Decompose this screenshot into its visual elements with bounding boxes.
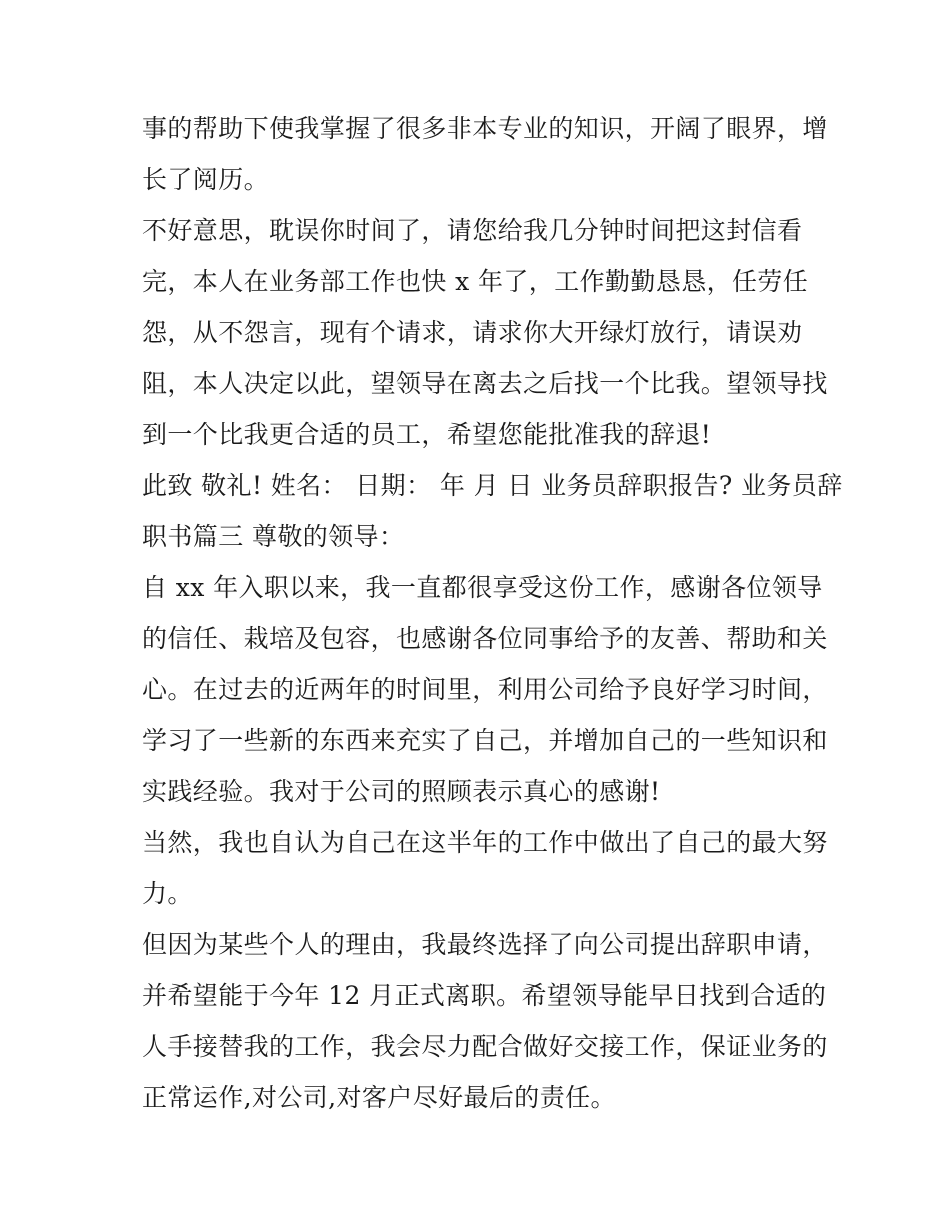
text-line: 心。在过去的近两年的时间里，利用公司给予良好学习时间， xyxy=(142,675,828,704)
text-line: 学习了一些新的东西来充实了自己，并增加自己的一些知识和 xyxy=(142,726,828,755)
text-line: 但因为某些个人的理由，我最终选择了向公司提出辞职申请， xyxy=(142,930,828,959)
text-line: 实践经验。我对于公司的照顾表示真心的感谢! xyxy=(142,777,661,806)
text-line: 力。 xyxy=(142,879,193,908)
text-line: 自 xx 年入职以来，我一直都很享受这份工作，感谢各位领导 xyxy=(142,573,823,602)
text-line: 人手接替我的工作，我会尽力配合做好交接工作，保证业务的 xyxy=(142,1032,828,1061)
text-line: 到一个比我更合适的员工，希望您能批准我的辞退! xyxy=(142,420,712,449)
text-line: 完，本人在业务部工作也快 x 年了，工作勤勤恳恳，任劳任 xyxy=(142,267,809,296)
text-line: 不好意思，耽误你时间了，请您给我几分钟时间把这封信看 xyxy=(142,216,803,245)
text-line: 职书篇三 尊敬的领导： xyxy=(142,522,405,551)
text-line: 并希望能于今年 12 月正式离职。希望领导能早日找到合适的 xyxy=(142,981,827,1010)
text-line: 长了阅历。 xyxy=(142,165,270,194)
text-line: 正常运作,对公司,对客户尽好最后的责任。 xyxy=(142,1083,616,1112)
text-line: 事的帮助下使我掌握了很多非本专业的知识，开阔了眼界，增 xyxy=(142,114,828,143)
text-line: 怨，从不怨言，现有个请求，请求你大开绿灯放行，请误劝 xyxy=(142,318,803,347)
text-line: 阻，本人决定以此，望领导在离去之后找一个比我。望领导找 xyxy=(142,369,828,398)
text-line: 当然，我也自认为自己在这半年的工作中做出了自己的最大努 xyxy=(142,828,828,857)
text-line: 的信任、栽培及包容，也感谢各位同事给予的友善、帮助和关 xyxy=(142,624,828,653)
text-line: 此致 敬礼! 姓名： 日期： 年 月 日 业务员辞职报告? 业务员辞 xyxy=(142,471,843,500)
